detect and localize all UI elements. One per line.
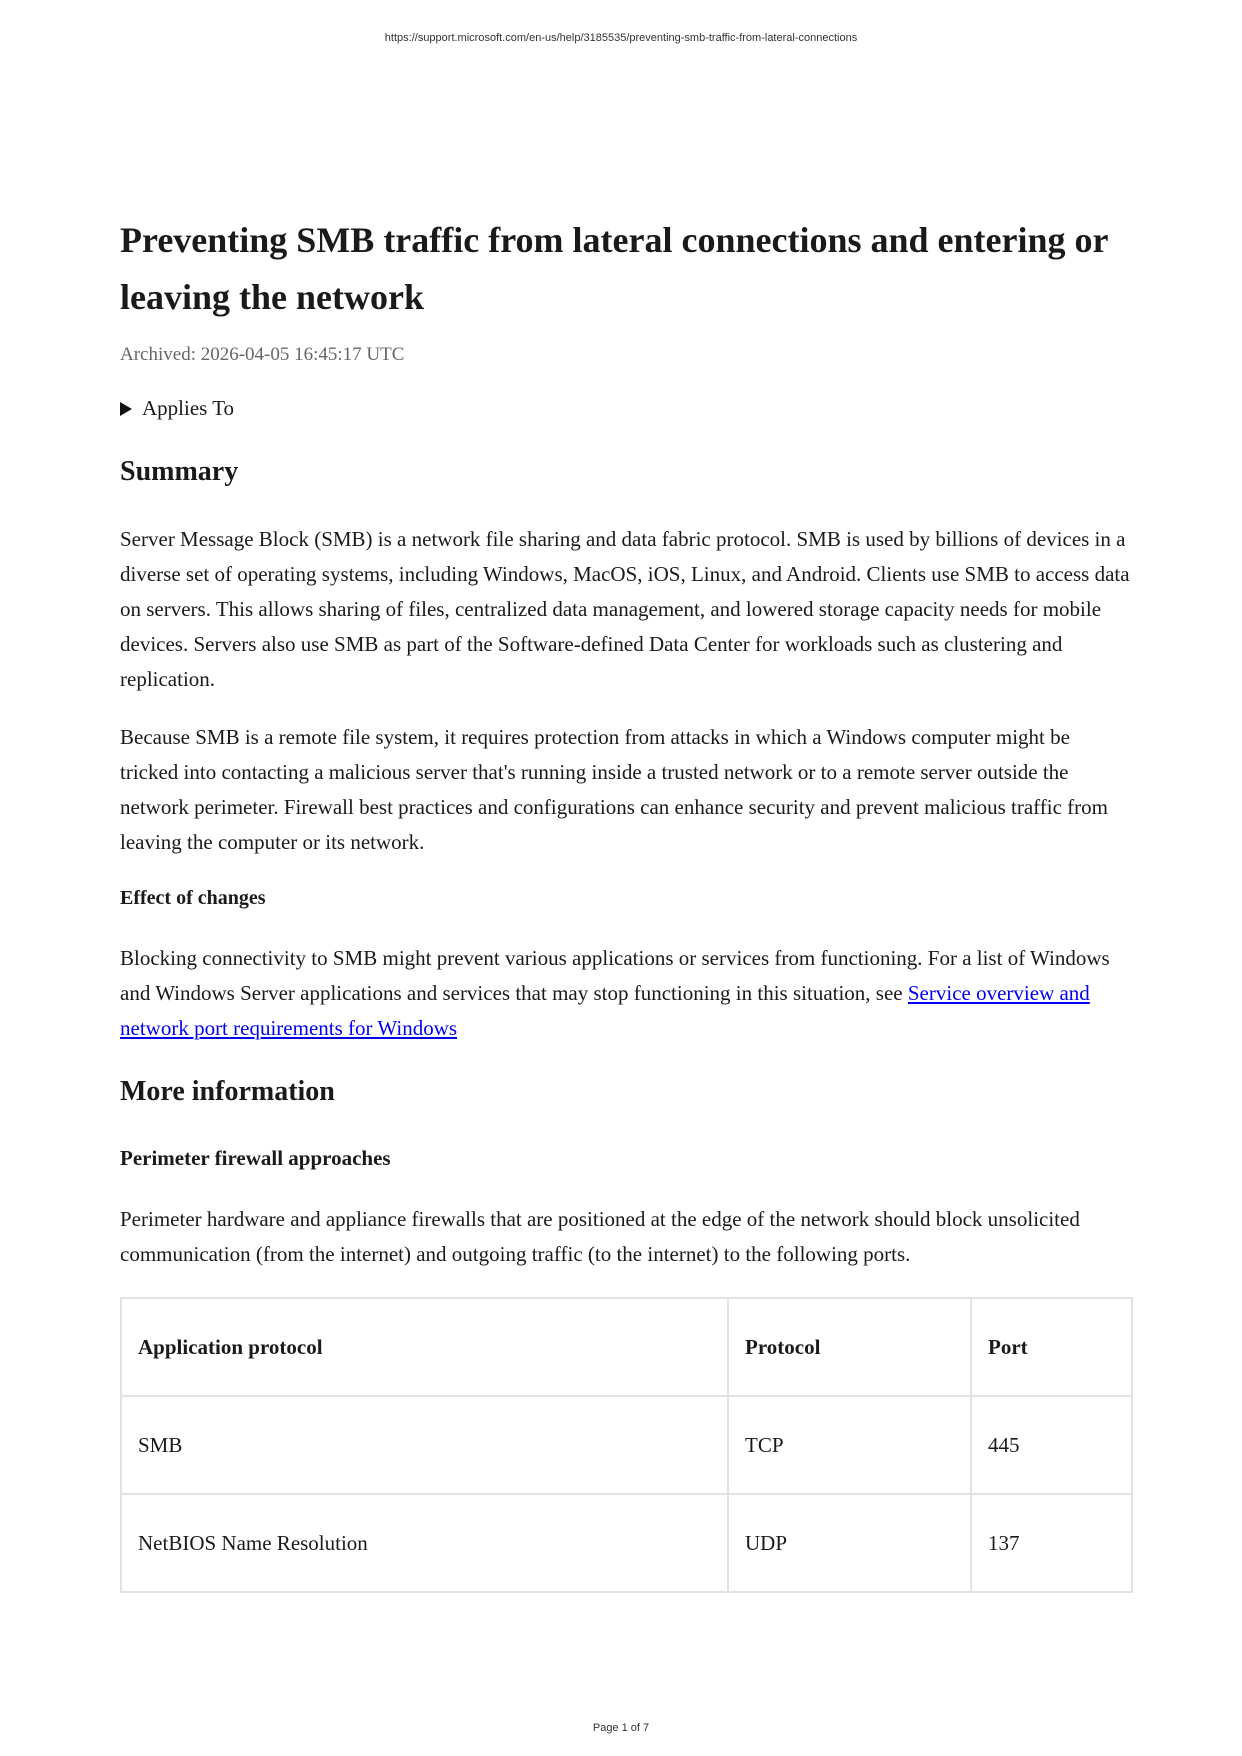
cell-protocol: TCP <box>728 1396 971 1494</box>
effect-heading: Effect of changes <box>120 887 266 909</box>
summary-paragraph-2: Because SMB is a remote file system, it requires protection from attacks in which a Windows computer might be tricked into contacting a malicious server that's running inside a trusted network or to a remote server outside the network perimeter. Firewall best practices and configurations can enhance security and prevent malicious traffic from leaving the computer or its network. <box>120 725 1108 854</box>
summary-heading: Summary <box>120 456 239 487</box>
effect-paragraph <box>120 941 1133 1046</box>
table-row <box>121 1494 1132 1592</box>
cell-application: NetBIOS Name Resolution <box>121 1494 728 1592</box>
ports-table <box>120 1297 1133 1593</box>
cell-protocol: UDP <box>728 1494 971 1592</box>
table-header-row <box>121 1298 1132 1396</box>
header-port: Port <box>971 1298 1132 1396</box>
service-overview-link[interactable]: Service overview and network port requirements for Windows <box>120 981 1090 1040</box>
archived-timestamp: Archived: 2026-04-05 16:45:17 UTC <box>120 344 405 365</box>
summary-paragraph-1: Server Message Block (SMB) is a network file sharing and data fabric protocol. SMB is used by billions of devices in a diverse set of operating systems, including Windows, MacOS, iOS, Linux, and Android. Clients use SMB to access data on servers. This allows sharing of files, centralized data management, and lowered storage capacity needs for mobile devices. Servers also use SMB as part of the Software-defined Data Center for workloads such as clustering and replication. <box>120 527 1130 691</box>
perimeter-heading: Perimeter firewall approaches <box>120 1146 391 1170</box>
table-row <box>121 1396 1132 1494</box>
perimeter-paragraph: Perimeter hardware and appliance firewalls that are positioned at the edge of the network should block unsolicited communication (from the internet) and outgoing traffic (to the internet) to the following ports. <box>120 1207 1080 1266</box>
cell-port: 137 <box>971 1494 1132 1592</box>
disclosure-triangle-icon <box>120 402 132 416</box>
applies-to-label: Applies To <box>142 396 235 420</box>
effect-text: Blocking connectivity to SMB might prevent various applications or services from functioning. For a list of Windows and Windows Server applications and services that may stop functioning in this situation, see <box>120 946 1110 1005</box>
more-information-heading: More information <box>120 1076 335 1107</box>
page-url: https://support.microsoft.com/en-us/help/3185535/preventing-smb-traffic-from-lateral-connections <box>384 32 858 44</box>
page-number: Page 1 of 7 <box>592 1722 650 1734</box>
cell-application: SMB <box>121 1396 728 1494</box>
cell-port: 445 <box>971 1396 1132 1494</box>
applies-to-toggle[interactable] <box>120 396 1133 421</box>
ports-table-wrapper <box>120 1297 1133 1593</box>
header-application-protocol: Application protocol <box>121 1298 728 1396</box>
page-title: Preventing SMB traffic from lateral connections and entering or leaving the network <box>120 220 1108 317</box>
header-protocol: Protocol <box>728 1298 971 1396</box>
